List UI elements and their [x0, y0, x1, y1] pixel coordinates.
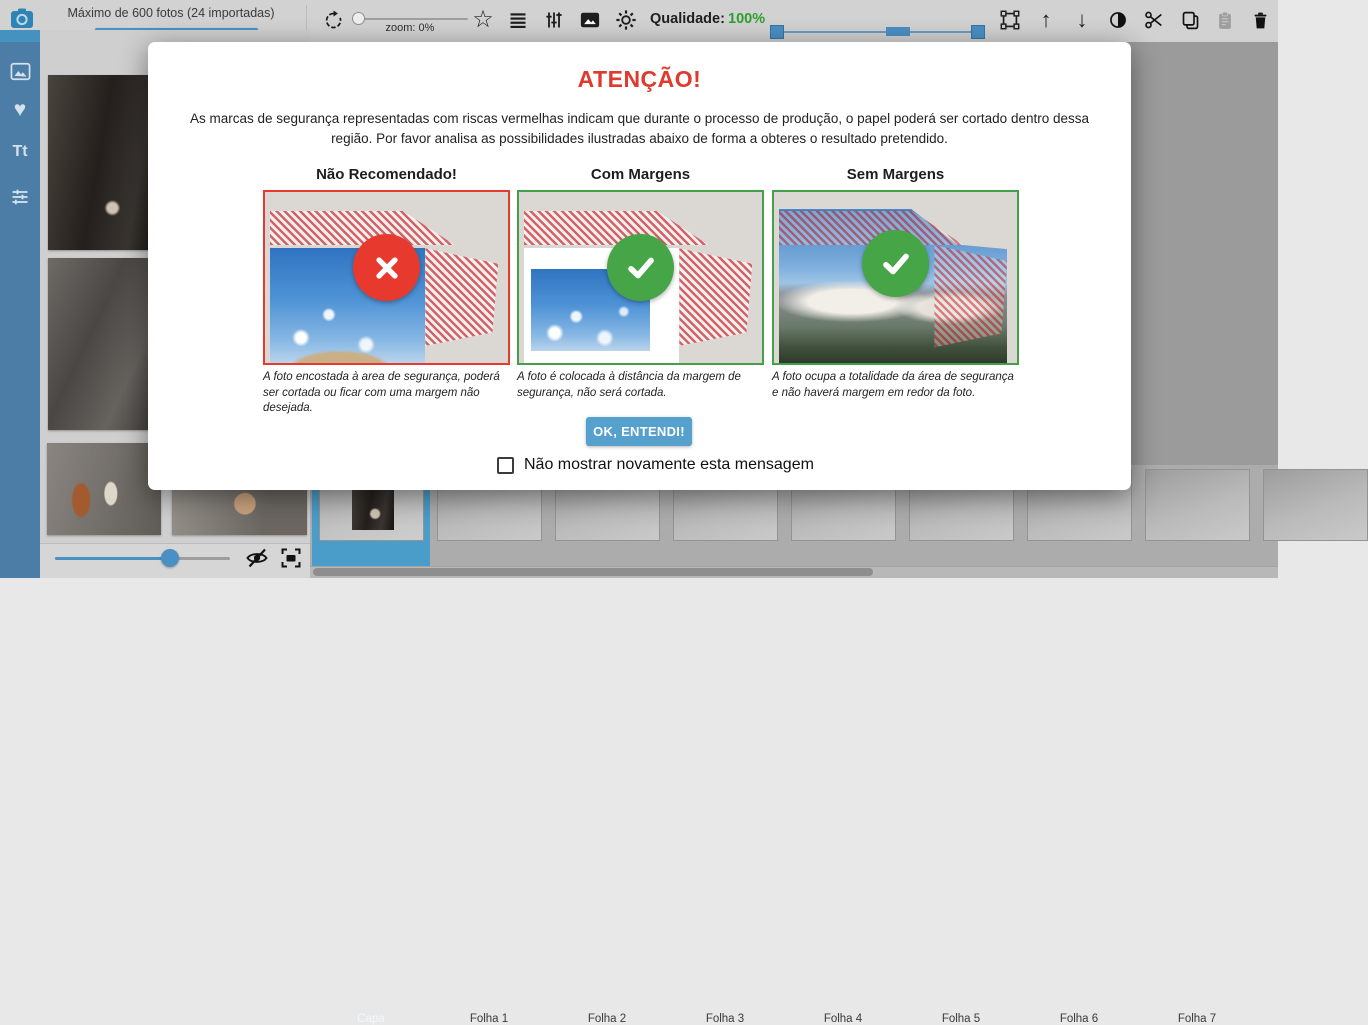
page-tab-label: Folha 1: [469, 1013, 509, 1025]
photos-icon: [10, 62, 31, 81]
move-up-button[interactable]: [1033, 7, 1059, 33]
camera-icon-glyph: [10, 7, 34, 29]
check-icon: [876, 244, 916, 284]
caption-without-margins: A foto ocupa a totalidade da área de segurança e não haverá margem em redor da foto.: [772, 371, 1014, 399]
move-down-button[interactable]: [1069, 7, 1095, 33]
tune-icon: [10, 187, 30, 207]
photo-fill-button[interactable]: [577, 7, 603, 33]
safety-stripes-right: [425, 248, 498, 351]
crop-range-handle-right[interactable]: [971, 25, 985, 39]
ok-badge: [607, 234, 674, 301]
selection-frame-icon: [999, 9, 1021, 31]
paste-icon: [1215, 10, 1235, 31]
photo-thumbnail-rocks[interactable]: [48, 258, 163, 430]
text-tool-icon: Tt: [12, 143, 28, 160]
page-tab-label: Folha 7: [1177, 1013, 1217, 1025]
sidebar-item-settings[interactable]: [0, 179, 40, 215]
crop-range-mid-handle[interactable]: [886, 27, 910, 36]
paste-button[interactable]: [1212, 7, 1238, 33]
crop-range-handle-left[interactable]: [770, 25, 784, 39]
favorite-button[interactable]: [470, 7, 496, 33]
ok-badge: [862, 230, 929, 297]
arrow-up-icon: ↑: [1040, 7, 1052, 32]
page-thumb-partial[interactable]: [1263, 469, 1368, 541]
dont-show-again-label[interactable]: Não mostrar novamente esta mensagem: [524, 456, 814, 473]
error-badge: [353, 234, 420, 301]
camera-icon[interactable]: [10, 7, 34, 29]
dont-show-again-checkbox[interactable]: [497, 457, 514, 474]
scissors-icon: [1143, 9, 1165, 31]
check-icon: [621, 248, 661, 288]
page-tab-label: Folha 3: [705, 1013, 745, 1025]
rotate-button[interactable]: [320, 7, 346, 33]
fit-image-icon: [279, 546, 303, 570]
delete-button[interactable]: [1247, 7, 1273, 33]
trash-icon: [1251, 10, 1270, 31]
ok-entendi-button[interactable]: OK, ENTENDI!: [586, 417, 692, 446]
sidebar-item-text[interactable]: [0, 134, 40, 170]
photo-thumbnail-man-orange[interactable]: [47, 443, 161, 535]
contrast-icon: [1108, 10, 1128, 30]
illustration-with-margins: [517, 190, 764, 365]
caption-with-margins: A foto é colocada à distância da margem de segurança, não será cortada.: [517, 371, 741, 399]
sidebar-item-favorites[interactable]: [0, 91, 40, 127]
sun-icon: [615, 9, 637, 31]
attention-dialog: [148, 42, 1131, 490]
dialog-body-text: As marcas de segurança representadas com riscas vermelhas indicam que durante o processo de produção, o papel poderá ser cortado dentro dessa região. Por favor analisa as possibilidades ilustradas abaixo de forma a obteres o resultado pretendido.: [189, 111, 1089, 146]
heart-icon: ♥: [13, 97, 27, 121]
page-tab-label: Capa: [357, 1013, 385, 1025]
transform-button[interactable]: [997, 7, 1023, 33]
hide-used-photos-button[interactable]: [245, 546, 269, 575]
safety-stripes-top: [270, 211, 455, 245]
crop-range-track[interactable]: [777, 31, 985, 33]
layout-list-button[interactable]: [505, 7, 531, 33]
tune-vertical-icon: [544, 10, 564, 30]
page-tab-label: Folha 5: [941, 1013, 981, 1025]
safety-stripes-top: [524, 211, 709, 245]
arrow-down-icon: ↓: [1076, 7, 1088, 32]
copy-button[interactable]: [1177, 7, 1203, 33]
safety-stripes-right: [679, 248, 752, 351]
page-tab-label: Folha 2: [587, 1013, 627, 1025]
contrast-button[interactable]: [1105, 7, 1131, 33]
column-header-nao-recomendado: Não Recomendado!: [316, 166, 457, 183]
page-tab-label: Folha 4: [823, 1013, 863, 1025]
list-icon: [508, 10, 528, 30]
sidebar-active-accent: [0, 30, 40, 42]
brightness-button[interactable]: [613, 7, 639, 33]
cut-button[interactable]: [1141, 7, 1167, 33]
thumbnail-size-slider-fill: [55, 557, 170, 560]
caption-not-recommended: A foto encostada à area de segurança, poderá ser cortada ou ficar com uma margem não desejada.: [263, 371, 500, 415]
adjustments-button[interactable]: [541, 7, 567, 33]
pages-scrollbar-thumb[interactable]: [313, 568, 873, 576]
photos-counter: Máximo de 600 fotos (24 importadas): [67, 6, 275, 20]
page-tab-label: Folha 6: [1059, 1013, 1099, 1025]
quality-label: Qualidade:: [650, 11, 725, 27]
rotate-icon: [323, 10, 344, 31]
sidebar-item-photos[interactable]: [0, 53, 40, 89]
quality-value: 100%: [728, 11, 766, 27]
illustration-not-recommended: [263, 190, 510, 365]
x-icon: [368, 249, 406, 287]
zoom-slider-track[interactable]: [352, 18, 468, 20]
page-thumb-folha-7[interactable]: [1145, 469, 1250, 541]
column-header-sem-margens: Sem Margens: [846, 166, 945, 183]
zoom-level-label: zoom: 0%: [385, 22, 435, 34]
star-icon: ☆: [472, 6, 494, 33]
dialog-title: ATENÇÃO!: [577, 66, 702, 92]
thumbnail-size-slider-handle[interactable]: [161, 549, 179, 567]
autofill-photos-button[interactable]: [279, 546, 303, 575]
copy-icon: [1180, 10, 1201, 31]
column-header-com-margens: Com Margens: [590, 166, 691, 183]
illustration-without-margins: [772, 190, 1019, 365]
image-icon: [579, 10, 601, 30]
eye-off-icon: [245, 546, 269, 570]
photo-thumbnail-canyon-couple[interactable]: [48, 75, 163, 250]
